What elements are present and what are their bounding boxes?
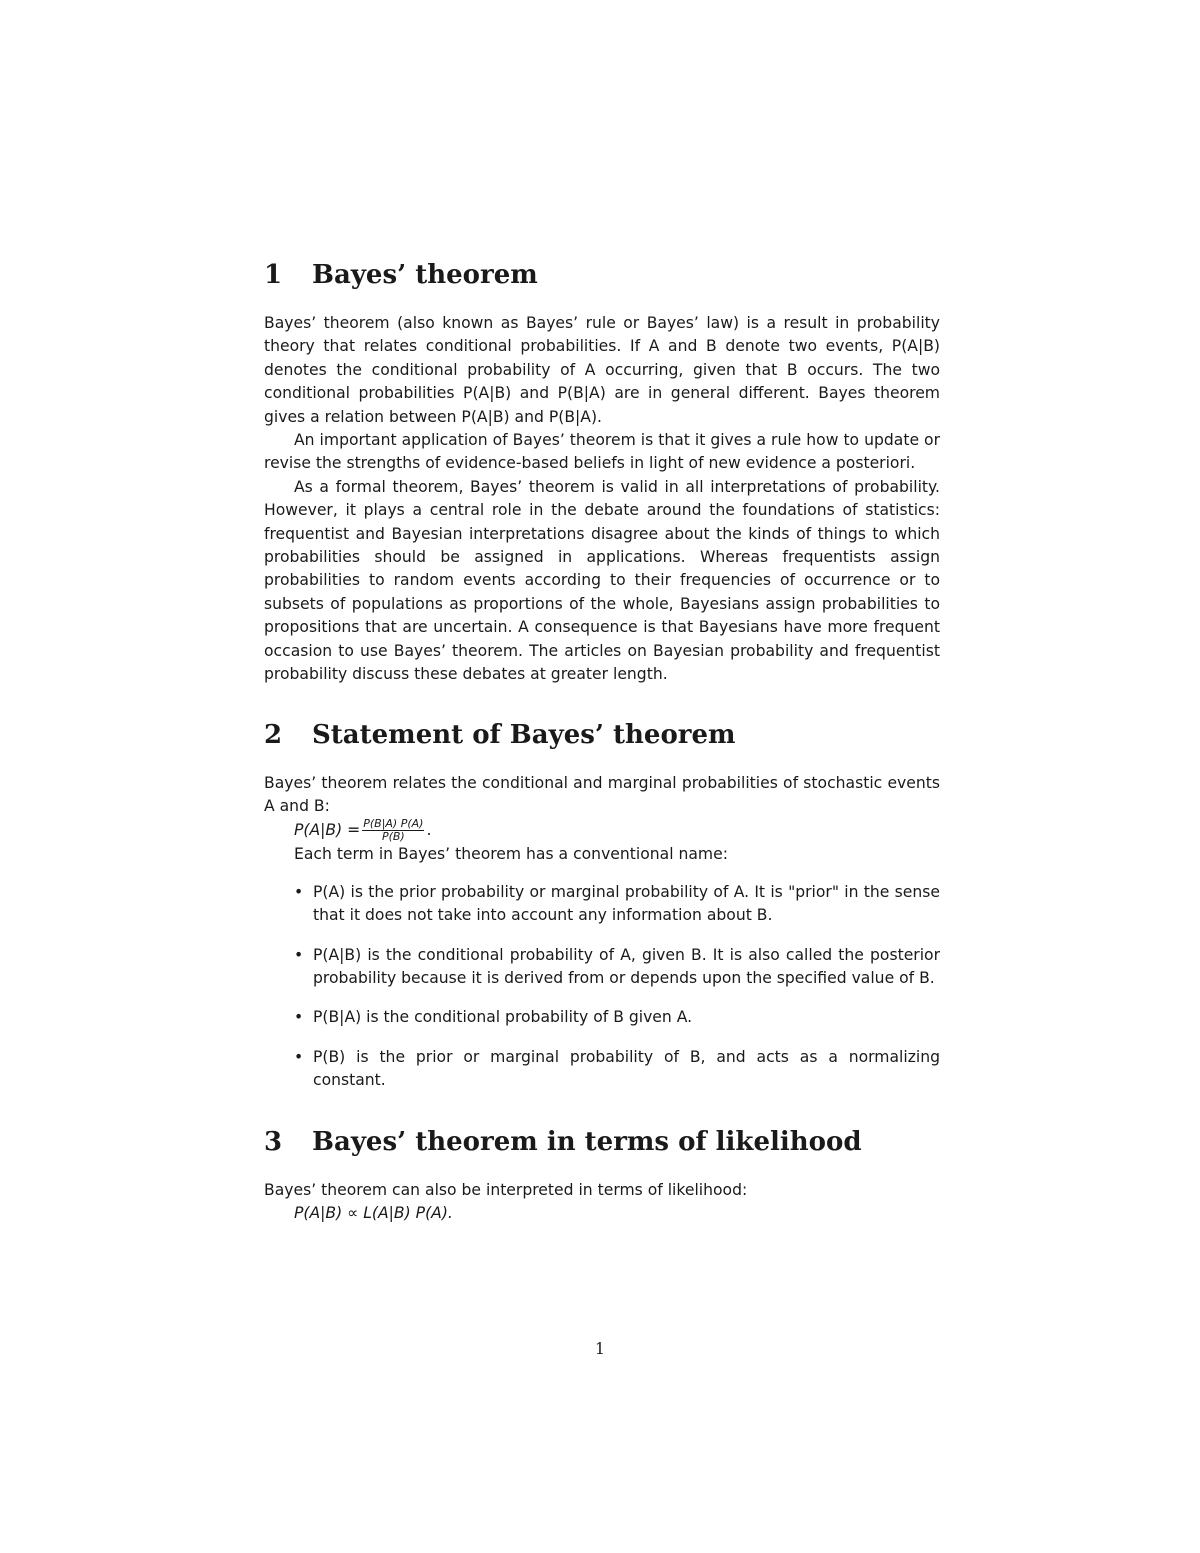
list-item	[264, 944, 940, 991]
terms-list	[264, 881, 940, 1093]
section-1-title: Bayes’ theorem	[312, 260, 538, 290]
list-item	[264, 881, 940, 928]
section-2-lead: Each term in Bayes’ theorem has a conventional name:	[294, 845, 728, 864]
section-2-title: Statement of Bayes’ theorem	[312, 719, 736, 750]
bullet-icon: •	[294, 1047, 304, 1066]
formula-lhs: P(A|B) =	[294, 821, 361, 840]
list-item-text: P(B|A) is the conditional probability of B given A.	[313, 1008, 693, 1027]
list-item-text: P(A|B) is the conditional probability of A, given B. It is also called the posterior probability because it is derived from or depends upon the specified value of B.	[313, 945, 940, 987]
section-3-heading	[264, 1127, 940, 1157]
document-page	[264, 255, 940, 1225]
formula-fraction	[362, 818, 424, 843]
page-number: 1	[595, 1340, 605, 1358]
list-item	[264, 1006, 940, 1029]
section-1-paragraph-3: As a formal theorem, Bayes’ theorem is valid in all interpretations of probability. However, it plays a central role in the debate around the foundations of statistics: frequentist and Bayesian interpretations disagree about the kinds of things to which probabilities should be assigned in applications. Whereas frequentists assign probabilities to random events according to their frequencies of occurrence or to subsets of populations as proportions of the whole, Bayesians assign probabilities to propositions that are uncertain. A consequence is that Bayesians have more frequent occasion to use Bayes’ theorem. The articles on Bayesian probability and frequentist probability discuss these debates at greater length.	[264, 477, 940, 684]
formula-tail: .	[426, 821, 432, 840]
section-1-paragraph-2: An important application of Bayes’ theorem is that it gives a rule how to update or revise the strengths of evidence-based beliefs in light of new evidence a posteriori.	[264, 431, 940, 473]
section-3-number: 3	[264, 1126, 283, 1157]
formula-denominator: P(B)	[381, 830, 405, 844]
section-2-number: 2	[264, 719, 283, 750]
section-1-paragraph-1: Bayes’ theorem (also known as Bayes’ rule or Bayes’ law) is a result in probability theory that relates conditional probabilities. If A and B denote two events, P(A|B) denotes the conditional probability of A occurring, given that B occurs. The two conditional probabilities P(A|B) and P(B|A) are in general different. Bayes theorem gives a relation between P(A|B) and P(B|A).	[264, 314, 940, 426]
section-3-intro: Bayes’ theorem can also be interpreted in terms of likelihood:	[264, 1180, 748, 1199]
likelihood-formula: P(A|B) ∝ L(A|B) P(A).	[294, 1203, 453, 1222]
list-item	[264, 1046, 940, 1093]
formula-numerator: P(B|A) P(A)	[363, 817, 424, 831]
section-2-intro: Bayes’ theorem relates the conditional and marginal probabilities of stochastic events A and B:	[264, 773, 940, 815]
section-2-heading	[264, 720, 940, 750]
bullet-icon: •	[294, 945, 304, 964]
bullet-icon: •	[294, 882, 304, 901]
bullet-icon: •	[294, 1008, 304, 1027]
section-1-number: 1	[264, 260, 283, 290]
section-1-heading	[264, 260, 940, 290]
list-item-text: P(B) is the prior or marginal probability of B, and acts as a normalizing constant.	[313, 1047, 940, 1090]
section-3-title: Bayes’ theorem in terms of likelihood	[312, 1126, 862, 1157]
bayes-formula	[264, 818, 940, 843]
list-item-text: P(A) is the prior probability or marginal probability of A. It is "prior" in the sense that it does not take into account any information about B.	[313, 882, 940, 925]
